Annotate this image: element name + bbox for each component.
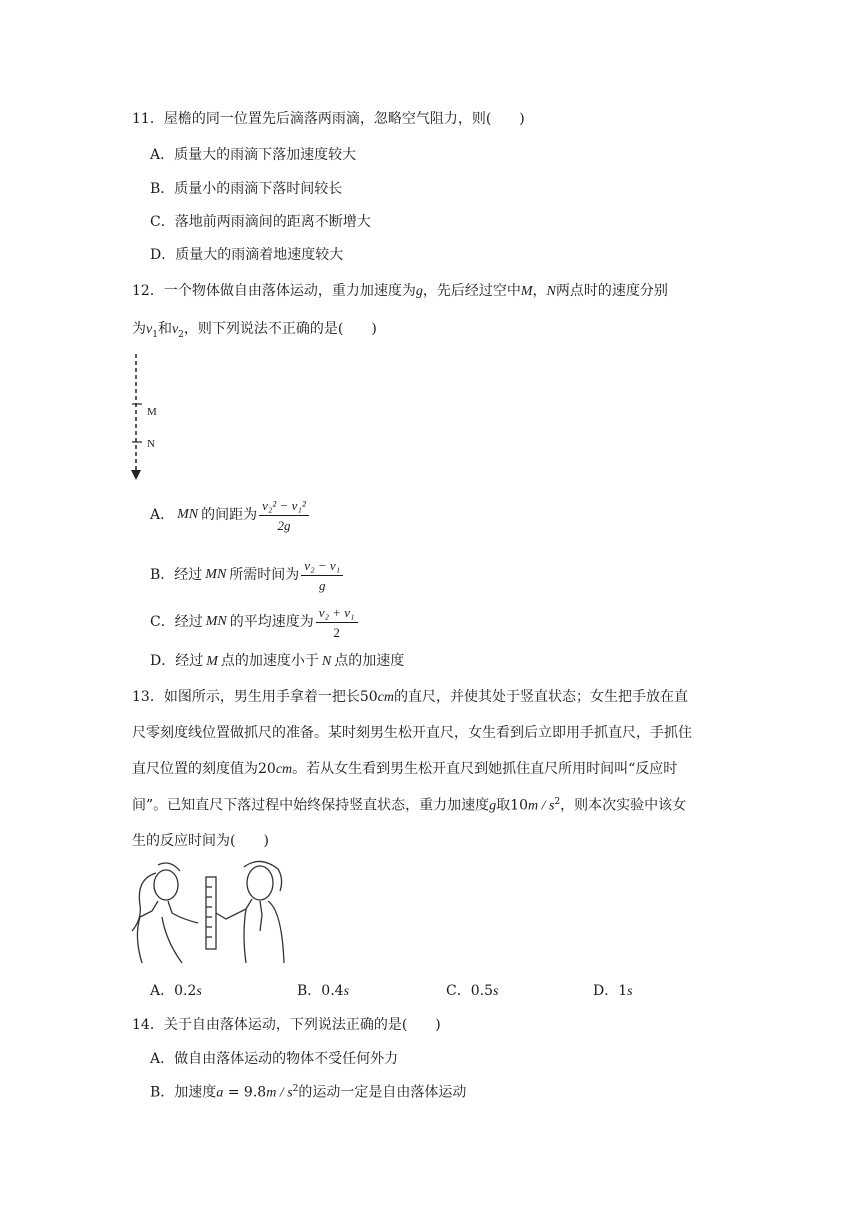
q11-stem: 11．屋檐的同一位置先后滴落两雨滴，忽略空气阻力，则( ) (132, 111, 525, 127)
q12-b-fraction: $\frac{\text{v₂ − v₁}}{g}$ (301, 558, 343, 593)
q12-option-d: D．经过 M 点的加速度小于 N 点的加速度 (150, 653, 405, 669)
q11-option-a: A．质量大的雨滴下落加速度较大 (150, 147, 357, 163)
q13-stem-line2: 尺零刻度线位置做抓尺的准备。某时刻男生松开直尺，女生看到后立即用手抓直尺，手抓住 (132, 725, 692, 741)
q14-stem: 14．关于自由落体运动，下列说法正确的是( ) (132, 1017, 441, 1033)
q14-option-a: A．做自由落体运动的物体不受任何外力 (150, 1051, 399, 1067)
free-fall-diagram (128, 352, 168, 484)
girl-hair (132, 873, 156, 931)
q13-stem-line3: 直尺位置的刻度值为20cm。若从女生看到男生松开直尺到她抓住直尺所用时间叫“反应时 (132, 761, 678, 777)
q13-stem-line1: 13．如图所示，男生用手拿着一把长50cm的直尺，并使其处于竖直状态；女生把手放在直 (132, 689, 688, 705)
q12-option-a: A． MN 的间距为 $\frac{\text{v₂² − v₁²}}{2g}$ (150, 498, 309, 533)
label-m: M (147, 406, 157, 418)
q12-option-c: C．经过 MN 的平均速度为 $\frac{\text{v₂ + v₁}}{2}$ (150, 605, 358, 640)
girl-arm (168, 901, 198, 923)
q13-stem-line4: 间”。已知直尺下落过程中始终保持竖直状态，重力加速度g取$10m / s^2$，则本次实验中该女 (132, 797, 687, 814)
label-n: N (147, 438, 155, 450)
q12-stem-line2: 为$v_1$和$v_2$，则下列说法不正确的是( ) (132, 321, 377, 340)
q12-a-fraction: $\frac{\text{v₂² − v₁²}}{2g}$ (259, 498, 309, 533)
q11-option-b: B．质量小的雨滴下落时间较长 (150, 181, 343, 197)
q14-option-b: B．加速度$a = 9.8m / s^2$的运动一定是自由落体运动 (150, 1084, 467, 1101)
ruler-experiment-illustration (128, 857, 298, 969)
boy-arm (216, 899, 252, 919)
q11-option-d: D．质量大的雨滴着地速度较大 (150, 247, 344, 263)
q11-option-c: C．落地前两雨滴间的距离不断增大 (150, 214, 371, 230)
q13-option-d: D．1s (593, 983, 633, 999)
q13-option-c: C．0.5s (446, 983, 499, 999)
q12-stem-line1: 12．一个物体做自由落体运动，重力加速度为g，先后经过空中M，N两点时的速度分别 (132, 283, 668, 299)
girl-head (154, 870, 178, 900)
q12-option-b: B．经过 MN 所需时间为 $\frac{\text{v₂ − v₁}}{g}$ (150, 558, 343, 593)
boy-head (247, 866, 273, 900)
boy-body (244, 901, 284, 963)
q13-stem-line5: 生的反应时间为( ) (132, 833, 269, 849)
arrow-down-icon (131, 470, 141, 480)
q13-option-b: B．0.4s (297, 983, 350, 999)
q13-option-a: A．0.2s (150, 983, 202, 999)
q12-c-fraction: $\frac{\text{v₂ + v₁}}{2}$ (316, 605, 358, 640)
ruler (206, 877, 216, 949)
